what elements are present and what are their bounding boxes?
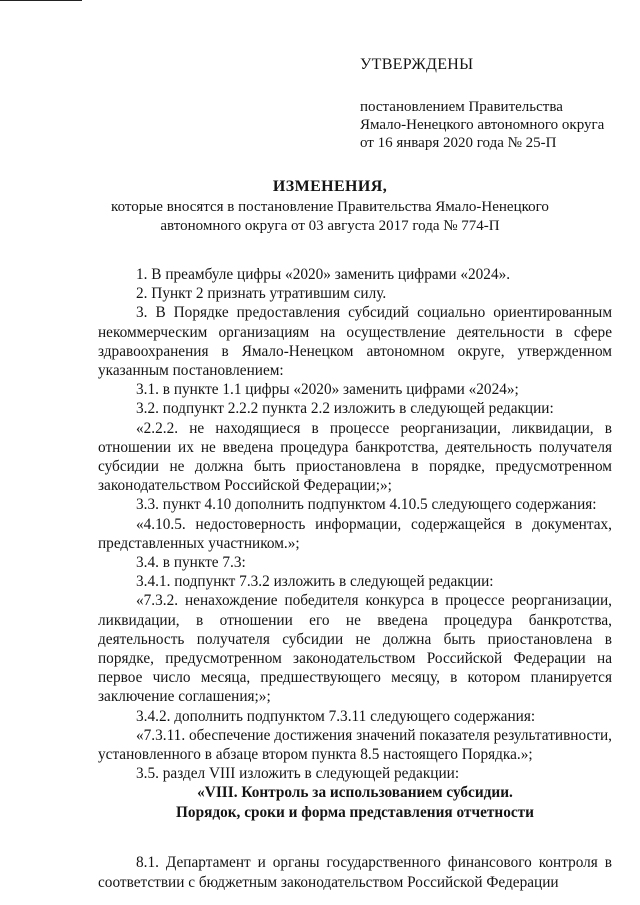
paragraph-7-3-2-quote: «7.3.2. ненахождение победителя конкурса в процессе реорганизации, ликвидации, в отношении его не введена процедура банкротства, деятельность получателя субсидии не должна быть приостановлена в порядке, предусмотренном законодательством Российской Федерации на первое число месяца, предшествующего месяцу, в котором планируется заключение соглашения;»; [98, 592, 612, 706]
paragraph-8-1: 8.1. Департамент и органы государственного финансового контроля в соответствии с бюджетным законодательством Российской Федерации [98, 854, 612, 891]
section-heading-line-2: Порядок, сроки и форма представления отчетности [176, 803, 534, 821]
document-subtitle-line-1: которые вносятся в постановление Правительства Ямало-Ненецкого [111, 199, 549, 215]
approval-line-1: постановлением Правительства [360, 99, 563, 115]
approval-stamp [360, 56, 630, 152]
paragraph-1: 1. В преамбуле цифры «2020» заменить цифрами «2024». [136, 266, 511, 283]
title-block [80, 178, 580, 236]
paragraph-3-4-2: 3.4.2. дополнить подпунктом 7.3.11 следующего содержания: [136, 707, 536, 725]
paragraph-3-4-1: 3.4.1. подпункт 7.3.2 изложить в следующей редакции: [136, 573, 494, 591]
paragraph-3-4: 3.4. в пункте 7.3: [136, 554, 246, 572]
approval-line-3: от 16 января 2020 года № 25-П [360, 135, 557, 151]
paragraph-7-3-11-quote: «7.3.11. обеспечение достижения значений показателя результативности, установленного в абзаце втором пункта 8.5 настоящего Порядка.»; [98, 726, 612, 764]
section-heading-line-1: «VIII. Контроль за использованием субсидии. [197, 784, 513, 802]
section-spacer [98, 822, 612, 853]
document-body [98, 265, 612, 892]
paragraph-2-2-2-quote: «2.2.2. не находящиеся в процессе реорганизации, ликвидации, в отношении их не введена процедура банкротства, деятельность получателя субсидии не должна быть приостановлена в порядке, предусмотренном законодательством Российской Федерации;»; [98, 419, 612, 495]
approval-line-2: Ямало-Ненецкого автономного округа [360, 117, 605, 133]
paragraph-3-1: 3.1. в пункте 1.1 цифры «2020» заменить цифрами «2024»; [136, 381, 519, 399]
paragraph-4-10-5-quote: «4.10.5. недостоверность информации, содержащейся в документах, представленных участником.»; [98, 515, 612, 552]
paragraph-3-5: 3.5. раздел VIII изложить в следующей редакции: [136, 765, 460, 783]
document-subtitle-line-2: автономного округа от 03 августа 2017 года № 774-П [160, 218, 500, 234]
document-title: ИЗМЕНЕНИЯ, [272, 178, 388, 195]
paragraph-2: 2. Пункт 2 признать утратившим силу. [136, 285, 387, 303]
paragraph-3-2: 3.2. подпункт 2.2.2 пункта 2.2 изложить в следующей редакции: [136, 400, 554, 418]
paragraph-3-3: 3.3. пункт 4.10 дополнить подпунктом 4.10.5 следующего содержания: [136, 496, 597, 514]
approved-label: УТВЕРЖДЕНЫ [360, 56, 474, 73]
top-left-rule [0, 0, 82, 1]
paragraph-3: 3. В Порядке предоставления субсидий социально ориентированным некоммерческим организациям на осуществление деятельности в сфере здравоохранения в Ямало-Ненецком автономном округе, утвержденном указанным постановлением: [98, 304, 612, 380]
